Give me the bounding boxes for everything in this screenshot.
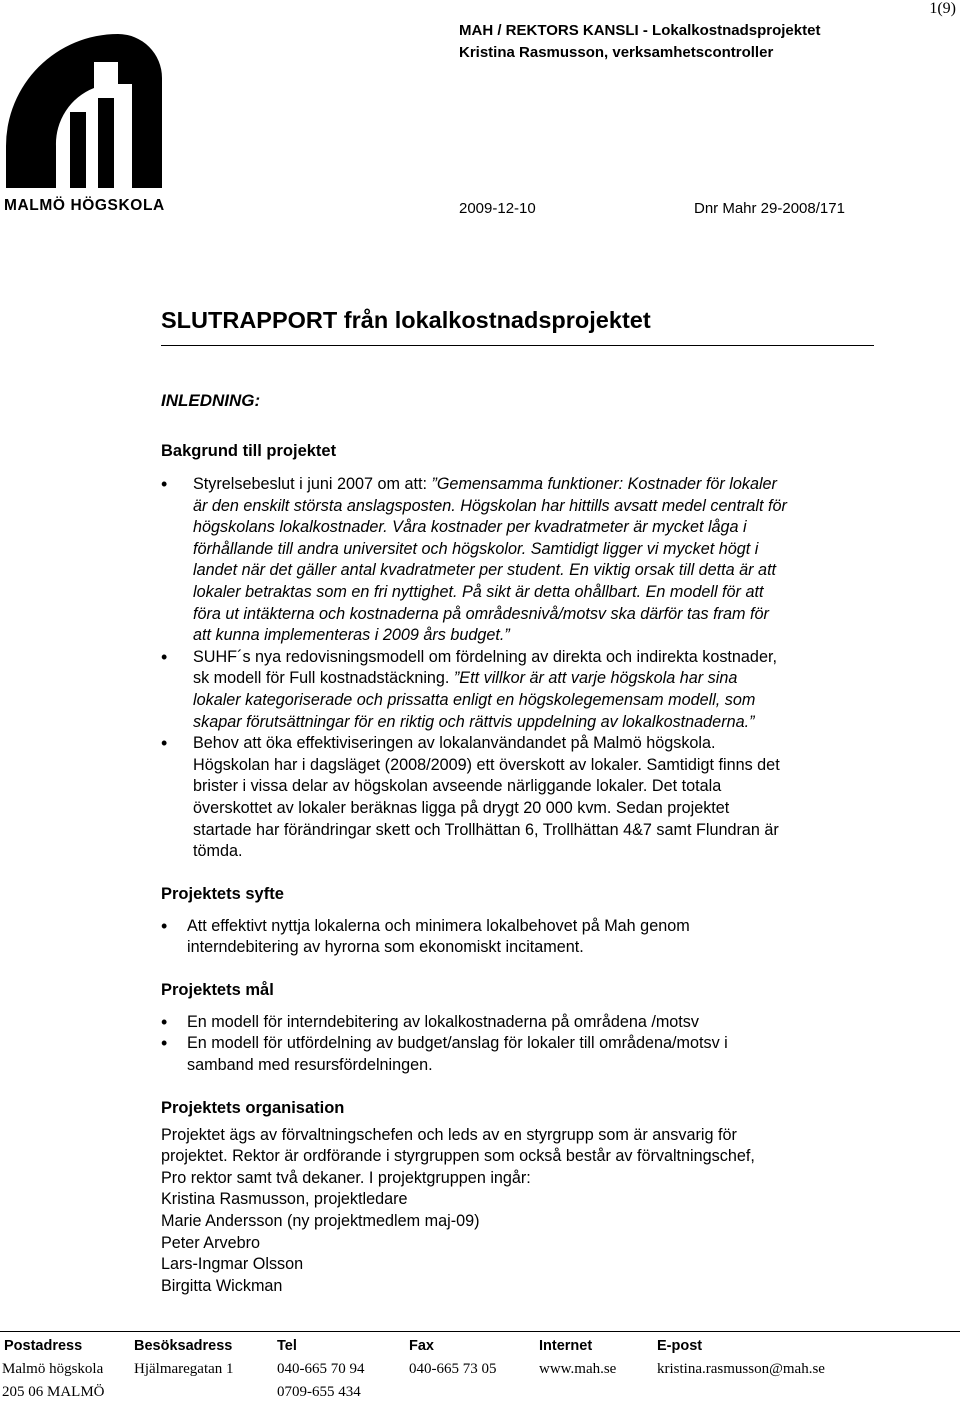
footer-head-tel: Tel [277,1338,297,1354]
b1-line: föra ut intäkterna och kostnaderna på områdesnivå/motsv ska därför tas fram för [193,604,769,623]
section-heading-bakgrund: Bakgrund till projektet [161,442,337,460]
list-item [161,1033,876,1076]
b1-line: högskolans lokalkostnader. Våra kostnader per kvadratmeter är mycket låga i [193,518,747,537]
org-line: Kristina Rasmusson, projektledare [161,1190,408,1209]
document-body [161,440,876,1297]
footer-tel-2: 0709-655 434 [277,1384,361,1400]
syfte-line: • Att effektivt nyttja lokalerna och minimera lokalbehovet på Mah genom [187,916,690,935]
footer-divider [0,1331,960,1332]
b3-line: överskottet av lokaler beräknas ligga på drygt 20 000 kvm. Sedan projektet [193,798,730,817]
footer-head-internet: Internet [539,1338,593,1354]
footer-internet-link[interactable]: www.mah.se [539,1361,617,1377]
list-item [161,647,876,733]
list-item [161,733,876,863]
footer-fax: 040-665 73 05 [409,1361,497,1377]
b3-line: • Behov att öka effektiviseringen av lokalanvändandet på Malmö högskola. [193,734,716,753]
section-heading-syfte: Projektets syfte [161,884,284,903]
bakgrund-list [161,474,876,863]
section-heading-mal: Projektets mål [161,980,274,999]
list-item [161,1012,876,1034]
page-number: 1(9) [929,0,956,17]
syfte-line: interndebitering av hyrorna som ekonomiskt incitament. [187,938,584,957]
b1-line: • Styrelsebeslut i juni 2007 om att: ”Gemensamma funktioner: Kostnader för lokaler [193,475,777,493]
footer-postadress-2: 205 06 MALMÖ [2,1384,105,1400]
mal-list [161,1012,876,1077]
org-line: Lars-Ingmar Olsson [161,1255,304,1274]
footer-besoksadress: Hjälmaregatan 1 [134,1361,234,1377]
intro-heading: INLEDNING: [161,391,261,410]
b2-line: sk modell för Full kostnadstäckning. ”Ett villkor är att varje högskola har sina [193,669,738,688]
document-dnr: Dnr Mahr 29-2008/171 [694,200,845,217]
list-item [161,916,876,959]
footer-head-fax: Fax [409,1338,434,1354]
b1-line: landet när det gäller antal kvadratmeter per student. En viktig orsak till detta är att [193,561,777,580]
b1-line: att kunna implementeras i 2009 års budget.” [193,626,510,645]
org-line: Birgitta Wickman [161,1276,283,1295]
footer-head-postadress: Postadress [4,1338,83,1354]
document-title: SLUTRAPPORT från lokalkostnadsprojektet [161,307,651,333]
org-line: projektet. Rektor är ordförande i styrgruppen som också består av förvaltningschef, [161,1147,755,1166]
list-item [161,474,876,647]
footer-tel-1: 040-665 70 94 [277,1361,365,1377]
b2-line: skapar förutsättningar för en riktig och rättvis uppdelning av lokalkostnaderna.” [193,712,755,731]
logo-text: MALMÖ HÖGSKOLA [4,197,165,214]
footer-postadress-1: Malmö högskola [2,1361,104,1377]
org-line: Marie Andersson (ny projektmedlem maj-09) [161,1212,480,1231]
mal-line: • En modell för interndebitering av lokalkostnaderna på områdena /motsv [187,1012,699,1031]
b1-line: lokaler betraktas som en fri nyttighet. På sikt är detta ohållbart. En modell för att [193,582,764,601]
org-line: Peter Arvebro [161,1233,260,1252]
b3-line: startade har förändringar skett och Trollhättan 6, Trollhättan 4&7 samt Flundran är [193,820,779,839]
mal-line: samband med resursfördelningen. [187,1056,433,1075]
footer-head-epost: E-post [657,1338,703,1354]
title-divider [161,345,874,346]
document-date: 2009-12-10 [459,200,536,217]
b1-line: är den enskilt största anslagsposten. Högskolan har hittills avsatt medel centralt för [193,496,787,515]
b1-line: förhållande till andra universitet och högskolor. Samtidigt ligger vi mycket högt i [193,539,759,558]
b2-line: • SUHF´s nya redovisningsmodell om fördelning av direkta och indirekta kostnader, [193,647,777,666]
mal-line: • En modell för utfördelning av budget/anslag för lokaler till områdena/motsv i [187,1034,728,1053]
malmo-hogskola-logo-icon [6,28,162,188]
header-department: MAH / REKTORS KANSLI - Lokalkostnadsprojektet [459,22,821,39]
b3-line: Högskolan har i dagsläget (2008/2009) ett överskott av lokaler. Samtidigt finns det [193,755,780,774]
org-line: Pro rektor samt två dekaner. I projektgruppen ingår: [161,1168,531,1187]
organisation-text [161,1125,876,1298]
b3-line: tömda. [193,842,243,861]
syfte-list [161,916,876,959]
footer-email-link[interactable]: kristina.rasmusson@mah.se [657,1361,825,1377]
b2-line: lokaler kategoriserade och prissatta enligt en högskolegemensam modell, som [193,690,756,709]
b3-line: brister i vissa delar av högskolan avseende närliggande lokaler. Det totala [193,777,722,796]
section-heading-organisation: Projektets organisation [161,1098,345,1117]
org-line: Projektet ägs av förvaltningschefen och leds av en styrgrupp som är ansvarig för [161,1125,737,1144]
footer-head-besoksadress: Besöksadress [134,1338,233,1354]
header-author: Kristina Rasmusson, verksamhetscontroller [459,44,774,61]
